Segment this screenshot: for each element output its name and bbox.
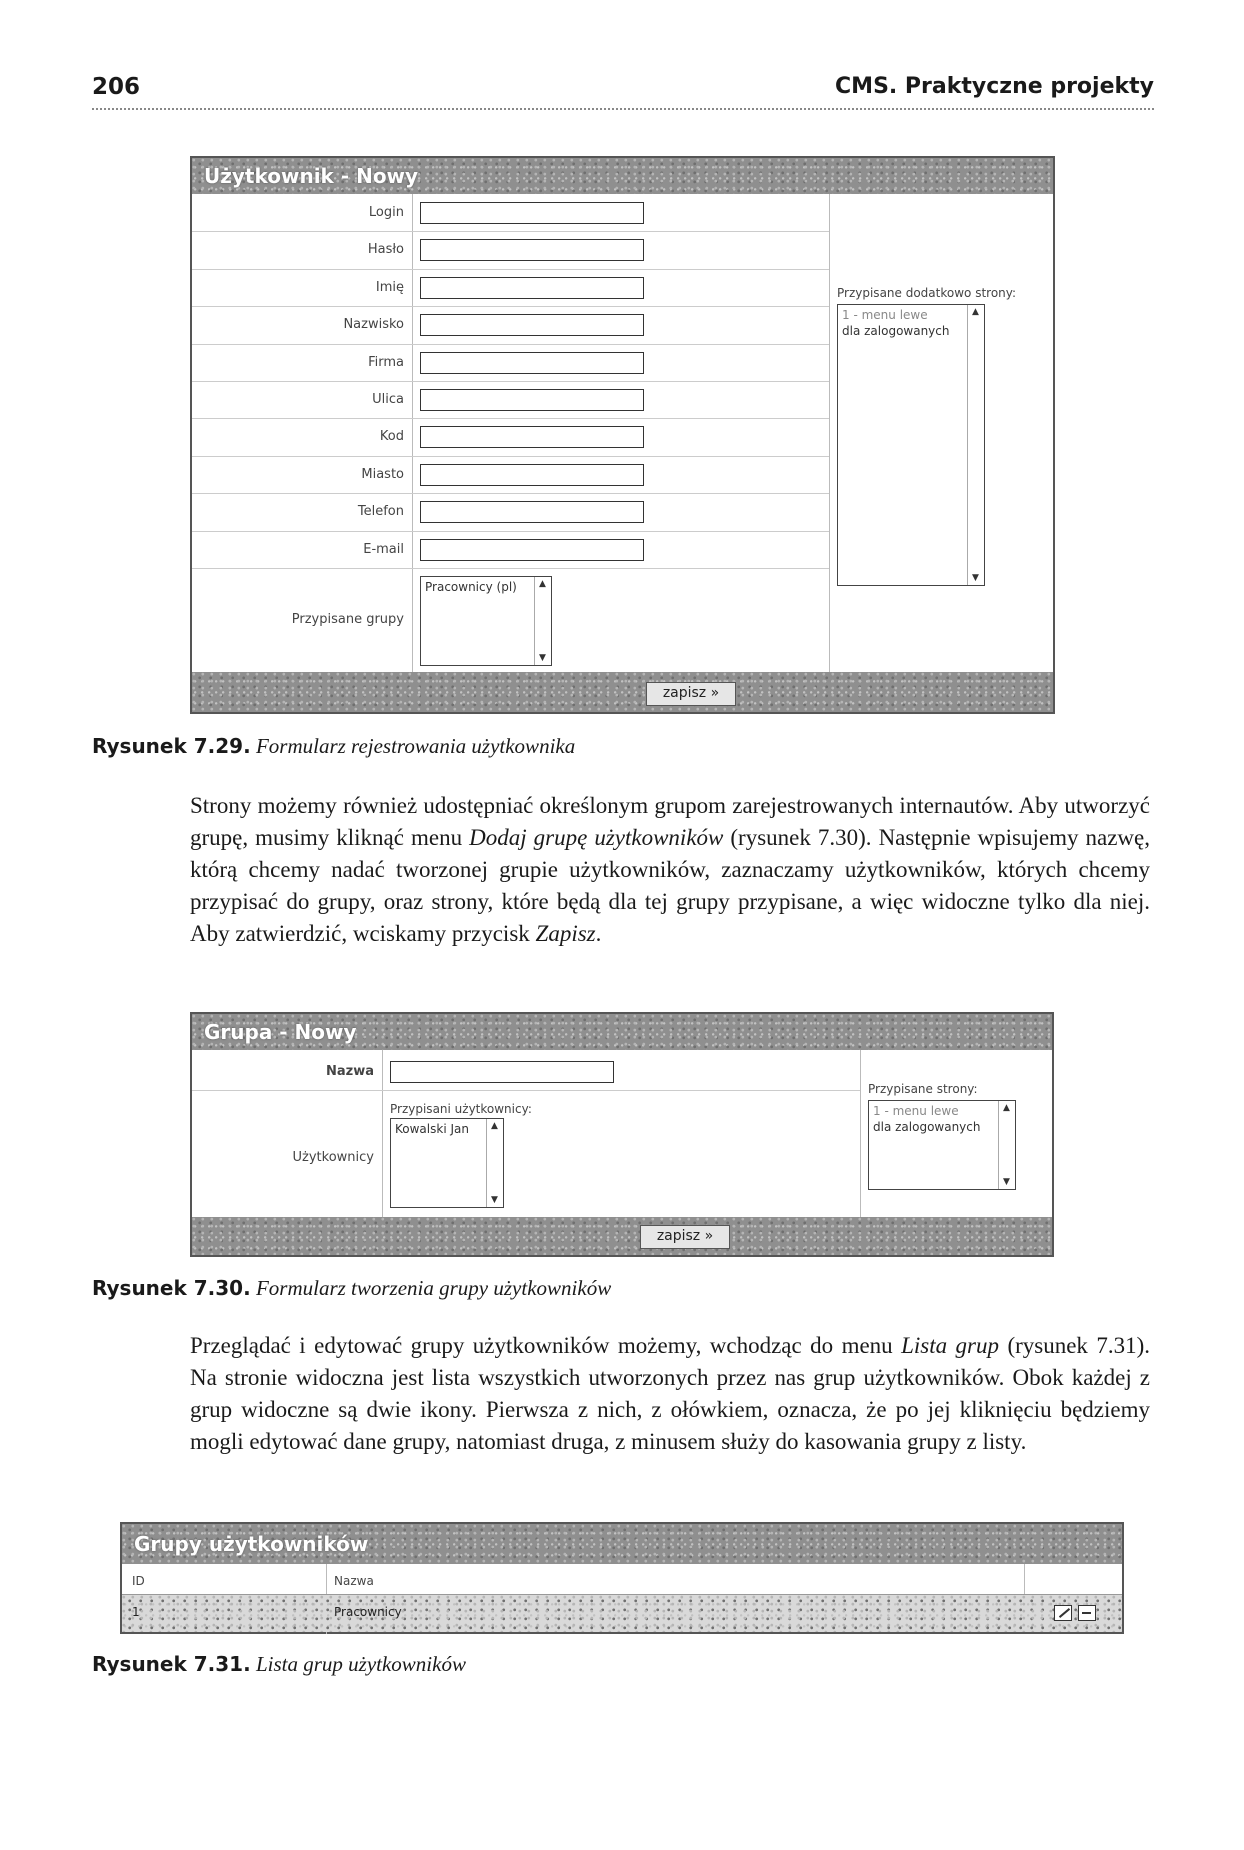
field-input[interactable]	[420, 277, 644, 299]
field-input[interactable]	[420, 501, 644, 523]
field-label: Miasto	[361, 466, 404, 482]
field-input[interactable]	[420, 426, 644, 448]
group-pages-scrollbar[interactable]: ▲ ▼	[998, 1101, 1015, 1189]
row-divider	[192, 418, 829, 419]
groups-list-title-bar	[122, 1524, 1122, 1564]
group-pages-option-2[interactable]: dla zalogowanych	[873, 1120, 981, 1134]
groups-option[interactable]: Pracownicy (pl)	[425, 580, 517, 594]
row-divider	[192, 493, 829, 494]
paragraph-1: Strony możemy również udostępniać określonym grupom zarejestrowanych internautów. Aby utworzyć grupę, musimy kliknąć menu Dodaj grupę użytkowników (rysunek 7.30). Następnie wpisujemy nazwę, którą chcemy nadać tworzonej grupie użytkowników, zaznaczamy użytkowników, których chcemy przypisać do grupy, oraz strony, które będą dla tej grupy przypisane, a więc widoczne tylko dla niej. Aby zatwierdzić, wciskamy przycisk Zapisz.	[190, 793, 1151, 946]
field-input[interactable]	[420, 202, 644, 224]
field-label: Imię	[375, 279, 404, 295]
row-id: 1	[132, 1605, 140, 1619]
form-footer-bar	[192, 672, 1053, 712]
form-title: Użytkownik - Nowy	[204, 164, 419, 188]
field-input[interactable]	[420, 539, 644, 561]
field-input[interactable]	[420, 464, 644, 486]
pages-option-2[interactable]: dla zalogowanych	[842, 324, 950, 338]
group-footer-bar	[192, 1217, 1052, 1255]
field-label: Firma	[368, 354, 404, 370]
form-title-bar	[192, 158, 1053, 194]
groups-scrollbar[interactable]: ▲ ▼	[534, 577, 551, 665]
field-label: Ulica	[372, 392, 404, 407]
column-id: ID	[132, 1574, 145, 1588]
row-divider	[192, 531, 829, 532]
users-listbox[interactable]	[390, 1118, 504, 1208]
row-divider	[192, 344, 829, 345]
row-divider	[192, 269, 829, 270]
paragraph-2: Przeglądać i edytować grupy użytkowników możemy, wchodząc do menu Lista grup (rysunek 7.31). Na stronie widoczna jest lista wszystkich utworzonych przez nas grup użytkowników. Obok każdej z grup widoczne są dwie ikony. Pierwsza z nich, z ołówkiem, oznacza, że po jej kliknięciu będziemy mogli edytować dane grupy, natomiast druga, z minusem służy do kasowania grupy z listy.	[190, 1333, 1151, 1454]
field-input[interactable]	[420, 239, 644, 261]
field-label: Telefon	[357, 504, 404, 520]
figure-caption-729: Rysunek 7.29. Formularz rejestrowania użytkownika	[92, 734, 576, 758]
field-label: Nazwisko	[343, 317, 404, 333]
pages-listbox[interactable]	[837, 304, 985, 586]
field-label: Kod	[379, 429, 404, 445]
field-input[interactable]	[420, 314, 644, 336]
groups-list-table	[120, 1522, 1124, 1634]
minus-icon[interactable]	[1078, 1605, 1096, 1621]
users-option[interactable]: Kowalski Jan	[395, 1122, 469, 1136]
assigned-users-label: Przypisani użytkownicy:	[390, 1102, 532, 1116]
row-divider	[192, 231, 829, 232]
pages-option-1[interactable]: 1 - menu lewe	[842, 308, 928, 322]
page-header	[92, 74, 1154, 110]
figure-caption-730: Rysunek 7.30. Formularz tworzenia grupy użytkowników	[92, 1276, 612, 1300]
field-label: Login	[368, 205, 404, 220]
row-divider	[192, 568, 829, 569]
users-label: Użytkownicy	[292, 1150, 374, 1165]
save-button[interactable]: zapisz »	[646, 682, 736, 706]
field-input[interactable]	[420, 389, 644, 411]
pages-label: Przypisane dodatkowo strony:	[837, 286, 1017, 300]
field-input[interactable]	[420, 352, 644, 374]
group-name-label: Nazwa	[325, 1064, 374, 1079]
field-label: Hasło	[367, 242, 404, 258]
group-new-form	[190, 1012, 1054, 1257]
group-title-bar	[192, 1014, 1052, 1050]
group-pages-listbox[interactable]	[868, 1100, 1016, 1190]
group-save-button[interactable]: zapisz »	[640, 1225, 730, 1249]
pencil-icon[interactable]	[1054, 1605, 1072, 1621]
field-label: E-mail	[363, 541, 404, 557]
groups-label: Przypisane grupy	[291, 612, 404, 627]
book-title: CMS. Praktyczne projekty	[835, 74, 1154, 99]
user-new-form	[190, 156, 1055, 714]
table-row[interactable]	[122, 1595, 1122, 1632]
row-name: Pracownicy	[334, 1605, 402, 1619]
group-pages-option-1[interactable]: 1 - menu lewe	[873, 1104, 959, 1118]
column-name: Nazwa	[334, 1574, 374, 1588]
group-pages-label: Przypisane strony:	[868, 1082, 978, 1096]
groups-list-title: Grupy użytkowników	[134, 1532, 369, 1556]
groups-listbox[interactable]	[420, 576, 552, 666]
figure-caption-731: Rysunek 7.31. Lista grup użytkowników	[92, 1652, 466, 1676]
group-name-input[interactable]	[390, 1061, 614, 1083]
row-divider	[192, 306, 829, 307]
group-form-title: Grupa - Nowy	[204, 1020, 357, 1044]
page-number: 206	[92, 74, 141, 100]
users-scrollbar[interactable]: ▲ ▼	[486, 1119, 503, 1207]
row-divider	[192, 381, 829, 382]
pages-scrollbar[interactable]: ▲ ▼	[967, 305, 984, 585]
row-divider	[192, 456, 829, 457]
